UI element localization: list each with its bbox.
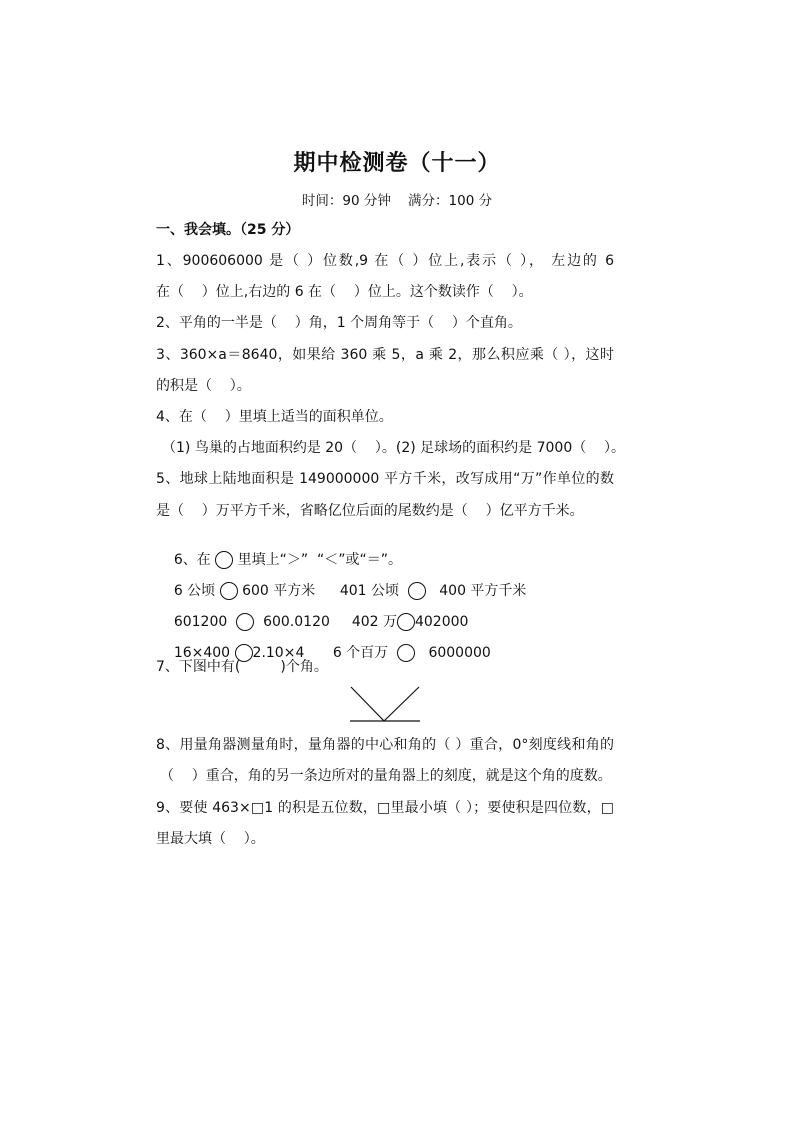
question-7: 7、下图中有( )个角。: [156, 659, 328, 675]
question-5-line-2: 是（ ）万平方千米，省略亿位后面的尾数约是（ ）亿平方千米。: [156, 503, 584, 519]
compare-right-operand: 6000000: [428, 645, 491, 661]
compare-left-operand: 6 个百万: [332, 645, 389, 661]
compare-left-operand: 401 公顷: [339, 583, 399, 599]
question-8-line-1: 8、用量角器测量角时，量角器的中心和角的（ ）重合，0°刻度线和角的: [156, 737, 614, 753]
question-4-sub: （1) 鸟巢的占地面积约是 20（ ）。(2) 足球场的面积约是 7000（ ）。: [162, 440, 626, 456]
compare-left-operand: 402 万: [351, 614, 397, 630]
question-3-line-1: 3、360×a＝8640，如果给 360 乘 5，a 乘 2，那么积应乘（ ），这时: [156, 347, 614, 363]
page-title: 期中检测卷（十一）: [293, 151, 501, 176]
compare-left-operand: 601200: [173, 614, 228, 630]
exam-info: 时间：90 分钟 满分：100 分: [301, 193, 493, 209]
question-8-line-2: （ ）重合，角的另一条边所对的量角器上的刻度，就是这个角的度数。: [160, 768, 612, 784]
compare-right-operand: 400 平方千米: [439, 583, 527, 599]
angle-figure: [348, 685, 422, 725]
compare-row-3-right: [315, 626, 491, 680]
question-2: 2、平角的一半是（ ）角，1 个周角等于（ ）个直角。: [156, 315, 522, 331]
question-1-line-1: 1、900606000 是（ ）位数,9 在（ ）位上,表示（ ）， 左边的 6: [156, 253, 614, 269]
question-4: 4、在（ ）里填上适当的面积单位。: [156, 409, 393, 425]
compare-right-operand: 2.10×4: [252, 645, 305, 661]
compare-left-operand: 16×400: [173, 645, 231, 661]
section-heading: 一、我会填。（25 分）: [156, 222, 300, 238]
compare-right-operand: 600 平方米: [242, 583, 316, 599]
question-5-line-1: 5、地球上陆地面积是 149000000 平方千米，改写成用“万”作单位的数: [156, 471, 614, 487]
question-6-suffix: 里填上“＞” “＜”或“＝”。: [233, 552, 403, 568]
compare-right-operand: 402000: [414, 614, 469, 630]
angle-left-ray: [351, 687, 384, 721]
question-6-prefix: 6、在: [173, 552, 216, 568]
angle-right-ray: [384, 687, 419, 721]
compare-right-operand: 600.0120: [263, 614, 330, 630]
question-9-line-1: 9、要使 463×□1 的积是五位数，□里最小填（ ）；要使积是四位数，□: [156, 800, 614, 816]
compare-circle[interactable]: [397, 644, 415, 662]
compare-left-operand: 6 公顷: [173, 583, 216, 599]
question-1-line-2: 在（ ）位上,右边的 6 在（ ）位上。这个数读作（ ）。: [156, 284, 533, 300]
question-3-line-2: 的积是（ ）。: [156, 378, 251, 394]
question-9-line-2: 里最大填（ ）。: [156, 831, 265, 847]
